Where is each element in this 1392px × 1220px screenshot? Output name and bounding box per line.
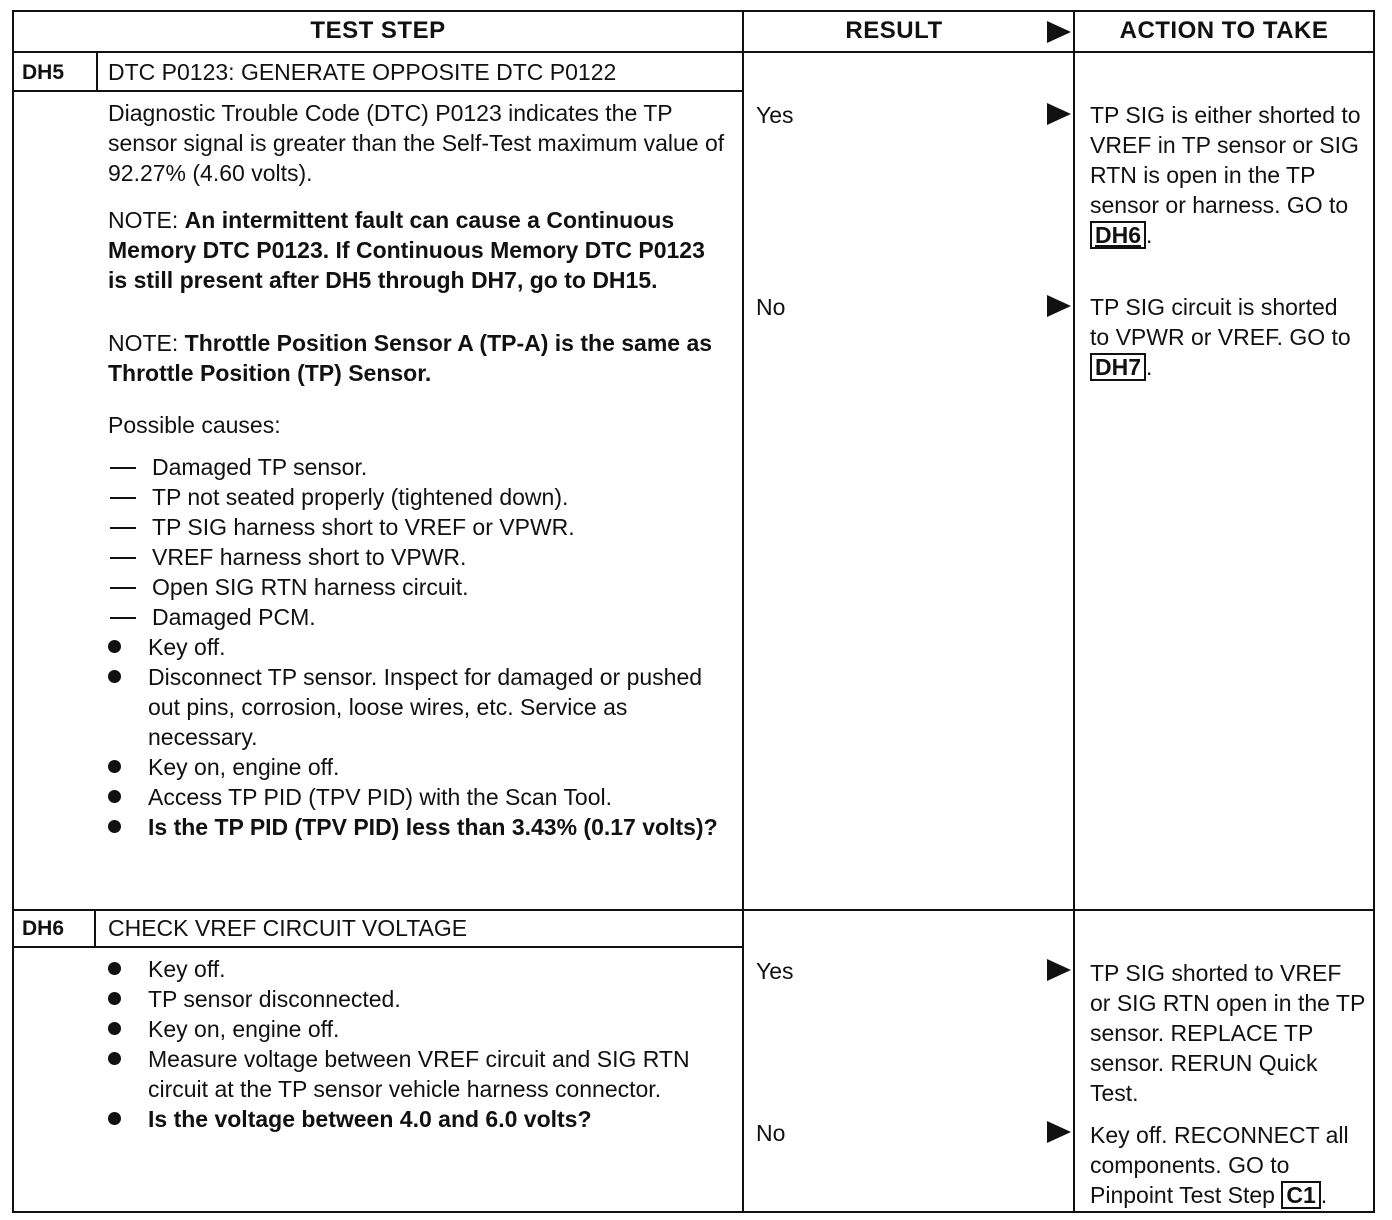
dh5-no-arrow-icon [1047,295,1071,317]
list-item: Disconnect TP sensor. Inspect for damaged or pushed out pins, corrosion, loose wires, etc. Service as necessary. [108,662,728,752]
dash-icon [110,527,136,529]
bullet-icon [108,670,121,683]
header-test-step: TEST STEP [310,17,446,44]
list-item: Is the voltage between 4.0 and 6.0 volts? [108,1104,708,1134]
list-item: Damaged TP sensor. [108,452,728,482]
bullet-icon [108,962,121,975]
dh5-yes-arrow-icon [1047,103,1071,125]
list-item: Key on, engine off. [108,1014,708,1044]
bullet-icon [108,992,121,1005]
dh5-causes-label: Possible causes: [108,412,281,438]
list-item: Key off. [108,954,708,984]
dh6-result-no: No [756,1120,786,1146]
bullet-icon [108,640,121,653]
dh6-title-bottom [12,946,742,948]
row-divider-dh6 [12,909,1375,911]
header-bottom-border [12,51,1375,53]
dh5-title-bottom [12,90,742,92]
dh6-no-arrow-icon [1047,1121,1071,1143]
list-item: TP not seated properly (tightened down). [108,482,728,512]
header-arrow-icon [1047,21,1071,43]
dh5-result-no: No [756,294,786,320]
col-divider-action [1073,10,1075,1213]
dh5-intro: Diagnostic Trouble Code (DTC) P0123 indicates the TP sensor signal is greater than the Self-Test maximum value of 92.27% (4.60 volts). [108,100,725,186]
table-left-border [12,10,14,1213]
dh6-test-body [108,954,708,1134]
list-item: Open SIG RTN harness circuit. [108,572,728,602]
bullet-icon [108,1052,121,1065]
dh5-action-yes-ref[interactable]: DH6 [1090,221,1146,249]
dh5-note-2-prefix: NOTE: [108,330,185,356]
dash-icon [110,617,136,619]
bullet-icon [108,1022,121,1035]
dh5-step-title: DTC P0123: GENERATE OPPOSITE DTC P0122 [108,59,617,85]
list-item: Key off. [108,632,728,662]
dh5-causes-list [108,452,728,632]
dh6-steps-list [108,954,708,1134]
header-result: RESULT [845,17,943,44]
dh6-action-no-text: Key off. RECONNECT all components. GO to Pinpoint Test Step [1090,1122,1349,1208]
dash-icon [110,497,136,499]
list-item: Key on, engine off. [108,752,728,782]
dh5-action-no-ref[interactable]: DH7 [1090,353,1146,381]
bullet-icon [108,820,121,833]
bullet-icon [108,790,121,803]
dh6-step-title: CHECK VREF CIRCUIT VOLTAGE [108,915,468,941]
table-right-border [1373,10,1375,1213]
dh5-test-body [108,98,728,842]
dh6-action-yes: TP SIG shorted to VREF or SIG RTN open in the TP sensor. REPLACE TP sensor. RERUN Quick Test. [1090,960,1365,1106]
dh6-yes-arrow-icon [1047,959,1071,981]
list-item: Damaged PCM. [108,602,728,632]
dh5-note-1-prefix: NOTE: [108,207,185,233]
header-action: ACTION TO TAKE [1119,17,1329,44]
col-divider-result [742,10,744,1213]
list-item: Access TP PID (TPV PID) with the Scan Tool. [108,782,728,812]
dash-icon [110,467,136,469]
list-item: TP sensor disconnected. [108,984,708,1014]
dh6-result-yes: Yes [756,958,794,984]
dh5-action-yes-text: TP SIG is either shorted to VREF in TP sensor or SIG RTN is open in the TP sensor or harness. GO to [1090,102,1361,218]
dh5-action-no-text: TP SIG circuit is shorted to VPWR or VREF. GO to [1090,294,1351,350]
dh5-steps-list [108,632,728,842]
dh5-note-2 [108,328,728,388]
dh5-note-1-body: An intermittent fault can cause a Continuous Memory DTC P0123. If Continuous Memory DTC P0123 is still present after DH5 through DH7, go to DH15. [108,207,705,293]
dh6-action-no-ref[interactable]: C1 [1281,1181,1320,1209]
dh5-note-1 [108,205,728,295]
table-top-border [12,10,1375,12]
dh6-action-no: Key off. RECONNECT all components. GO to Pinpoint Test Step C1 . [1090,1122,1349,1208]
dh6-id-divider [94,909,96,947]
bullet-icon [108,1112,121,1125]
dh5-result-yes: Yes [756,102,794,128]
dh6-step-id: DH6 [22,917,65,940]
dh5-action-yes: TP SIG is either shorted to VREF in TP sensor or SIG RTN is open in the TP sensor or harness. GO to DH6 . [1090,102,1361,248]
dh5-action-no: TP SIG circuit is shorted to VPWR or VREF. GO to DH7 . [1090,294,1351,380]
list-item: Is the TP PID (TPV PID) less than 3.43% (0.17 volts)? [108,812,728,842]
list-item: Measure voltage between VREF circuit and SIG RTN circuit at the TP sensor vehicle harness connector. [108,1044,708,1104]
dh5-step-id: DH5 [22,61,65,84]
dh5-id-divider [96,51,98,91]
table-bottom-border [12,1211,1375,1213]
dash-icon [110,587,136,589]
list-item: VREF harness short to VPWR. [108,542,728,572]
dh5-note-2-body: Throttle Position Sensor A (TP-A) is the same as Throttle Position (TP) Sensor. [108,330,713,386]
list-item: TP SIG harness short to VREF or VPWR. [108,512,728,542]
bullet-icon [108,760,121,773]
dash-icon [110,557,136,559]
